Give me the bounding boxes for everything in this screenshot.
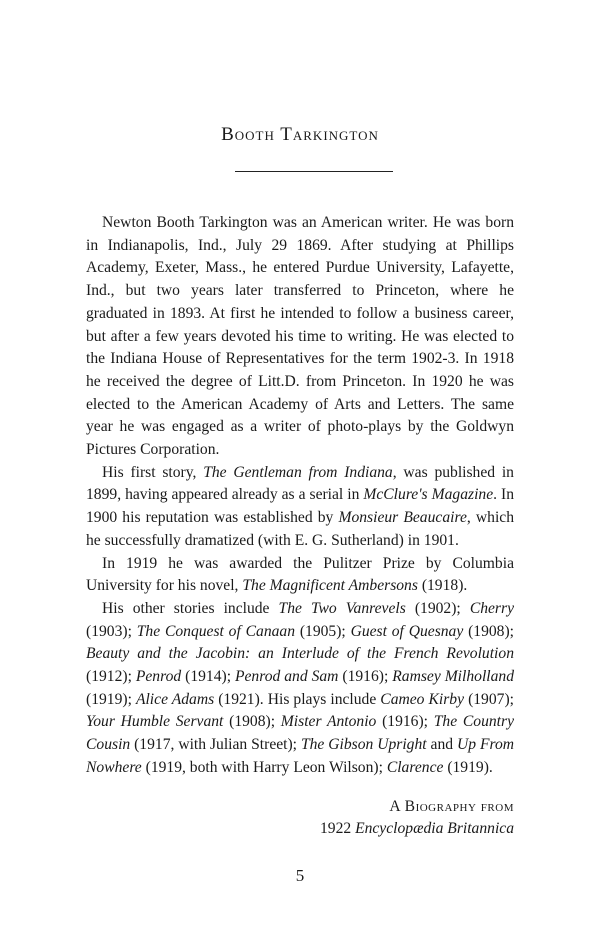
text-run: His other stories include <box>102 599 279 617</box>
text-run: (1908); <box>223 713 281 731</box>
italic-title: Beauty and the Jacobin: an Interlude of the French Revolution <box>86 645 514 663</box>
italic-title: McClure's Magazine <box>363 486 494 504</box>
italic-title: The Country Cousin <box>86 713 514 754</box>
italic-title: Monsieur Beaucaire <box>338 509 467 527</box>
italic-title: Clarence <box>386 758 444 776</box>
text-run: Newton Booth Tarkington was an American writer. He was born in Indianapolis, Ind., July 29 1869. After studying at Phillips Academy, Exeter, Mass., he entered Purdue University, Lafayette, Ind., but two years later transferred to Princeton, where he graduated in 1893. At first he intended to follow a business career, but after a few years devoted his time to writing. He was elected to the Indiana House of Representatives for the term 1902-3. In 1918 he received the degree of Litt.D. from Princeton. In 1920 he was elected to the American Academy of Arts and Letters. The same year he was engaged as a writer of photo-plays by the Goldwyn Pictures Corporation. <box>86 214 514 459</box>
source-attribution <box>320 796 514 840</box>
italic-title: Penrod <box>135 668 182 686</box>
text-run: (1907); <box>464 690 514 708</box>
text-run: , was published in 1899, having appeared already as a serial in <box>86 463 514 504</box>
text-run: , which he successfully dramatized (with E. G. Sutherland) in 1901. <box>86 509 515 549</box>
attribution-year: 1922 <box>319 820 356 837</box>
attribution-line-2 <box>320 818 514 840</box>
paragraph-3 <box>86 553 514 598</box>
italic-title: Cherry <box>469 599 514 617</box>
italic-title: Mister Antonio <box>280 713 377 731</box>
text-run: (1914); <box>181 668 235 686</box>
text-run: (1918). <box>417 577 468 595</box>
text-run: (1916); <box>338 668 393 686</box>
text-run: His first story, <box>102 463 204 481</box>
text-run: (1903); <box>86 622 137 640</box>
attribution-source: Encyclopædia Britannica <box>355 820 514 837</box>
text-run: (1921). His plays include <box>214 690 381 708</box>
italic-title: Alice Adams <box>135 690 215 708</box>
paragraph-2 <box>86 462 514 553</box>
text-run: (1916); <box>376 713 434 731</box>
italic-title: Up From Nowhere <box>86 736 515 776</box>
italic-title: The Gentleman from Indiana <box>203 463 393 481</box>
text-run: (1902); <box>405 599 470 617</box>
text-run: (1919). <box>443 758 493 776</box>
text-run: (1919, both with Harry Leon Wilson); <box>141 758 387 776</box>
text-run: (1912); <box>86 668 136 686</box>
italic-title: Ramsey Milholland <box>392 668 514 686</box>
italic-title: Guest of Quesnay <box>350 622 464 640</box>
italic-title: Your Humble Servant <box>86 713 224 731</box>
page-title: Booth Tarkington <box>221 124 379 145</box>
text-run: (1908); <box>463 622 515 640</box>
title-divider <box>235 171 393 172</box>
paragraph-1 <box>86 212 514 462</box>
italic-title: The Conquest of Canaan <box>136 622 296 640</box>
paragraph-4 <box>86 598 514 780</box>
text-run: (1905); <box>295 622 351 640</box>
italic-title: The Two Vanrevels <box>278 599 406 617</box>
italic-title: Penrod and Sam <box>234 668 339 686</box>
biography-text <box>86 212 514 780</box>
text-run: (1917, with Julian Street); <box>130 736 301 754</box>
italic-title: The Magnificent Ambersons <box>242 577 418 595</box>
text-run: (1919); <box>86 690 136 708</box>
page-number: 5 <box>295 866 305 885</box>
italic-title: The Gibson Upright <box>300 736 427 754</box>
text-run: and <box>426 736 457 754</box>
attribution-line-1: A Biography from <box>389 798 514 815</box>
italic-title: Cameo Kirby <box>380 690 465 708</box>
text-run: In 1919 he was awarded the Pulitzer Prize by Columbia University for his novel, <box>86 554 514 595</box>
text-run: . In 1900 his reputation was established by <box>86 486 514 527</box>
